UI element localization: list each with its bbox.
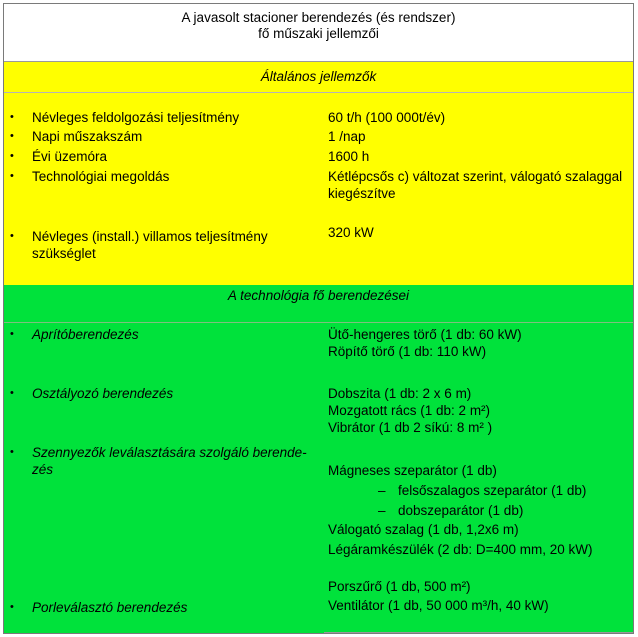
general-section	[4, 62, 633, 285]
item-label	[32, 444, 307, 478]
item-subvalue: – felsőszalagos szeparátor (1 db)	[378, 483, 587, 498]
equipment-section-title: A technológia fő berendezései	[227, 288, 410, 303]
general-section-title: Általános jellemzők	[260, 69, 377, 84]
item-label: Évi üzemóra	[32, 149, 108, 164]
item-value: Légáramkészülék (2 db: D=400 mm, 20 kW)	[328, 542, 593, 557]
item-values	[328, 326, 628, 360]
item-values	[328, 578, 628, 614]
item-label: Névleges feldolgozási teljesítmény	[32, 110, 240, 125]
item-value: Vibrátor (1 db 2 síkú: 8 m² )	[328, 420, 493, 435]
equipment-section	[4, 285, 633, 633]
item-value: 1 /nap	[328, 129, 366, 144]
bullet-icon: •	[10, 446, 14, 458]
item-values	[328, 385, 628, 436]
item-value: Ütő-hengeres törő (1 db: 60 kW)	[328, 327, 522, 342]
item-label	[32, 228, 307, 262]
bullet-icon: •	[10, 230, 14, 242]
dash-icon: –	[378, 503, 386, 518]
item-label: Napi műszakszám	[32, 129, 143, 144]
table-header	[4, 4, 633, 62]
header-title-line1: A javasolt stacioner berendezés (és rendszer)	[181, 10, 456, 25]
item-subvalue: – dobszeparátor (1 db)	[378, 503, 524, 518]
bullet-icon: •	[10, 170, 14, 182]
item-value: Dobszita (1 db: 2 x 6 m)	[328, 386, 472, 401]
item-value: Mágneses szeparátor (1 db)	[328, 463, 497, 478]
item-value-line1: Kétlépcsős c) változat szerint, válogató szalaggal	[328, 169, 623, 184]
item-value: Röpítő törő (1 db: 110 kW)	[328, 344, 487, 359]
item-value-line2: kiegészítve	[328, 186, 396, 201]
table-bottom-border	[324, 632, 633, 633]
item-value: Mozgatott rács (1 db: 2 m²)	[328, 403, 491, 418]
bullet-icon: •	[10, 111, 14, 123]
item-values	[328, 462, 628, 558]
item-value: Porszűrő (1 db, 500 m²)	[328, 579, 471, 594]
item-value	[328, 168, 628, 202]
bullet-icon: •	[10, 328, 14, 340]
bullet-icon: •	[10, 387, 14, 399]
item-label-line1: Névleges (install.) villamos teljesítmény	[32, 229, 268, 244]
bullet-icon: •	[10, 150, 14, 162]
bullet-icon: •	[10, 130, 14, 142]
header-title-line2: fő műszaki jellemzői	[258, 26, 379, 41]
item-value: 1600 h	[328, 149, 370, 164]
spec-table	[3, 3, 634, 634]
section-divider	[4, 92, 633, 93]
item-label: Porleválasztó berendezés	[32, 600, 188, 615]
item-label: Aprítóberendezés	[32, 327, 139, 342]
item-label-line2: zés	[32, 462, 54, 477]
item-value: 320 kW	[328, 225, 374, 240]
item-value: 60 t/h (100 000t/év)	[328, 110, 446, 125]
dash-icon: –	[378, 483, 386, 498]
bullet-icon: •	[10, 601, 14, 613]
item-label-line2: szükséglet	[32, 246, 96, 261]
item-label: Technológiai megoldás	[32, 169, 170, 184]
item-label-line1: Szennyezők leválasztására szolgáló berende-	[32, 445, 307, 460]
item-label: Osztályozó berendezés	[32, 386, 174, 401]
item-value: Válogató szalag (1 db, 1,2x6 m)	[328, 522, 519, 537]
item-value: Ventilátor (1 db, 50 000 m³/h, 40 kW)	[328, 598, 549, 613]
section-divider	[4, 322, 633, 323]
